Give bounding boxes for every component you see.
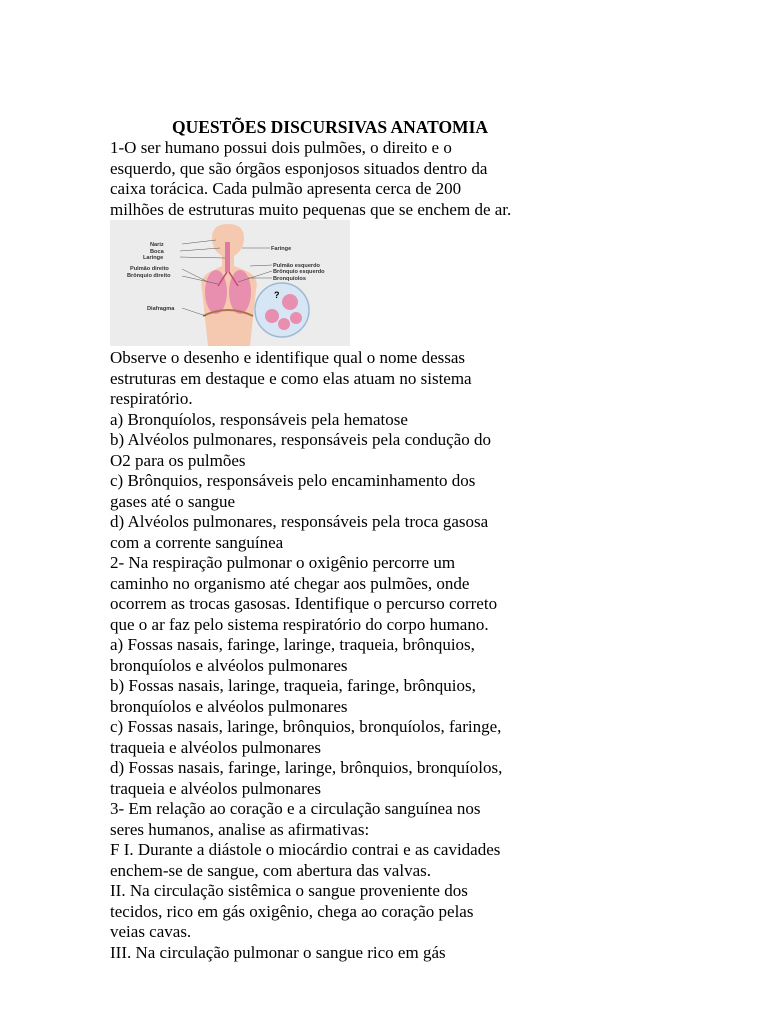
label-nariz: Nariz	[150, 242, 164, 248]
statement-line: tecidos, rico em gás oxigênio, chega ao coração pelas	[110, 901, 474, 921]
option-line: com a corrente sanguínea	[110, 532, 284, 552]
question-mark: ?	[274, 290, 280, 300]
statement-line: veias cavas.	[110, 922, 192, 941]
text-line: respiratório.	[110, 389, 193, 408]
text-line: seres humanos, analise as afirmativas:	[110, 819, 370, 839]
label-pulmao-esquerdo: Pulmão esquerdo	[273, 263, 320, 269]
option-line: a) Bronquíolos, responsáveis pela hematose	[110, 409, 408, 429]
text-line: 3- Em relação ao coração e a circulação sanguínea nos	[110, 799, 481, 818]
text-line: 2- Na respiração pulmonar o oxigênio percorre um	[110, 553, 456, 572]
label-bronquiolos: Bronquíolos	[273, 276, 306, 282]
text-line: esquerdo, que são órgãos esponjosos situados dentro da	[110, 158, 488, 178]
option-line: d) Alvéolos pulmonares, responsáveis pela troca gasosa	[110, 512, 489, 531]
text-line: ocorrem as trocas gasosas. Identifique o percurso correto	[110, 594, 498, 613]
text-line: 1-O ser humano possui dois pulmões, o direito e o	[110, 138, 452, 157]
option-line: bronquíolos e alvéolos pulmonares	[110, 655, 348, 675]
label-bronquio-esquerdo: Brônquio esquerdo	[273, 269, 325, 275]
statement-line: enchem-se de sangue, com abertura das valvas.	[110, 860, 431, 880]
option-line: a) Fossas nasais, faringe, laringe, traqueia, brônquios,	[110, 635, 475, 654]
alveoli-cluster	[282, 294, 298, 310]
trachea-shape	[225, 242, 230, 272]
text-line: que o ar faz pelo sistema respiratório do corpo humano.	[110, 614, 489, 634]
option-line: O2 para os pulmões	[110, 450, 246, 470]
option-line: c) Fossas nasais, laringe, brônquios, bronquíolos, faringe,	[110, 717, 502, 736]
respiratory-diagram	[110, 220, 350, 346]
label-diafragma: Diafragma	[147, 306, 175, 312]
label-boca: Boca	[150, 249, 164, 255]
text-line: milhões de estruturas muito pequenas que se enchem de ar.	[110, 199, 512, 219]
option-line: d) Fossas nasais, faringe, laringe, brônquios, bronquíolos,	[110, 758, 503, 777]
statement-line: F I. Durante a diástole o miocárdio contrai e as cavidades	[110, 840, 501, 859]
text-line: caixa torácica. Cada pulmão apresenta cerca de 200	[110, 179, 462, 198]
document-title: QUESTÕES DISCURSIVAS ANATOMIA	[171, 117, 489, 137]
statement-line: II. Na circulação sistêmica o sangue proveniente dos	[110, 881, 468, 900]
alveoli-cluster	[290, 312, 302, 324]
questions-body	[110, 348, 580, 963]
statement-line: III. Na circulação pulmonar o sangue rico em gás	[110, 942, 446, 962]
alveoli-cluster	[265, 309, 279, 323]
text-line: Observe o desenho e identifique qual o nome dessas	[110, 348, 466, 367]
respiratory-system-figure	[110, 220, 350, 346]
label-bronquio-direito: Brônquio direito	[127, 273, 171, 279]
option-line: b) Fossas nasais, laringe, traqueia, faringe, brônquios,	[110, 676, 476, 695]
option-line: traqueia e alvéolos pulmonares	[110, 778, 322, 798]
option-line: gases até o sangue	[110, 491, 236, 511]
text-line: caminho no organismo até chegar aos pulmões, onde	[110, 573, 470, 593]
label-pulmao-direito: Pulmão direito	[130, 266, 169, 272]
label-laringe: Laringe	[143, 255, 164, 261]
option-line: bronquíolos e alvéolos pulmonares	[110, 696, 348, 716]
option-line: traqueia e alvéolos pulmonares	[110, 737, 322, 757]
option-line: c) Brônquios, responsáveis pelo encaminhamento dos	[110, 471, 476, 490]
question-1-intro	[110, 138, 580, 220]
label-faringe: Faringe	[271, 246, 292, 252]
text-line: estruturas em destaque e como elas atuam no sistema	[110, 368, 472, 388]
alveoli-cluster	[278, 318, 290, 330]
option-line: b) Alvéolos pulmonares, responsáveis pela condução do	[110, 430, 491, 449]
